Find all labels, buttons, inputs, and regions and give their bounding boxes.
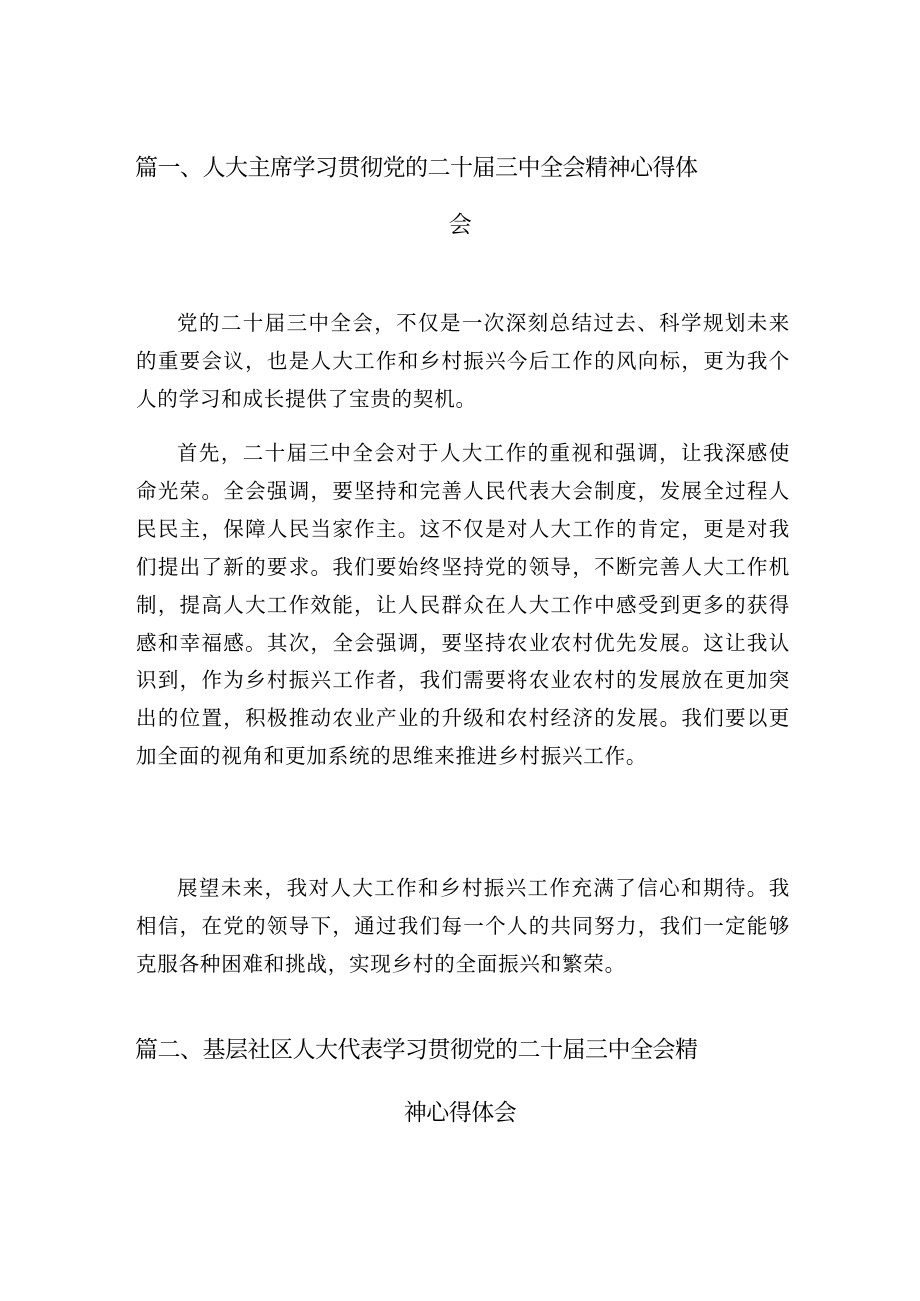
- section-1-title-line-2: 会: [448, 212, 472, 238]
- section-1-paragraph-2: 首先，二十届三中全会对于人大工作的重视和强调，让我深感使命光荣。全会强调，要坚持和完善人民代表大会制度，发展全过程人民民主，保障人民当家作主。这不仅是对人大工作的肯定，更是对我们提出了新的要求。我们要始终坚持党的领导，不断完善人大工作机制，提高人大工作效能，让人民群众在人大工作中感受到更多的获得感和幸福感。其次，全会强调，要坚持农业农村优先发展。这让我认识到，作为乡村振兴工作者，我们需要将农业农村的发展放在更加突出的位置，积极推动农业产业的升级和农村经济的发展。我们要以更加全面的视角和更加系统的思维来推进乡村振兴工作。: [136, 441, 790, 769]
- section-1-title-line-1: 篇一、人大主席学习贯彻党的二十届三中全会精神心得体: [135, 155, 698, 181]
- section-2-title-line-1: 篇二、基层社区人大代表学习贯彻党的二十届三中全会精: [135, 1037, 698, 1063]
- section-2-title-line-2: 神心得体会: [403, 1100, 517, 1126]
- section-1-paragraph-1: 党的二十届三中全会，不仅是一次深刻总结过去、科学规划未来的重要会议，也是人大工作和乡村振兴今后工作的风向标，更为我个人的学习和成长提供了宝贵的契机。: [136, 311, 790, 411]
- section-1-paragraph-3: 展望未来，我对人大工作和乡村振兴工作充满了信心和期待。我相信，在党的领导下，通过我们每一个人的共同努力，我们一定能够克服各种困难和挑战，实现乡村的全面振兴和繁荣。: [136, 876, 790, 976]
